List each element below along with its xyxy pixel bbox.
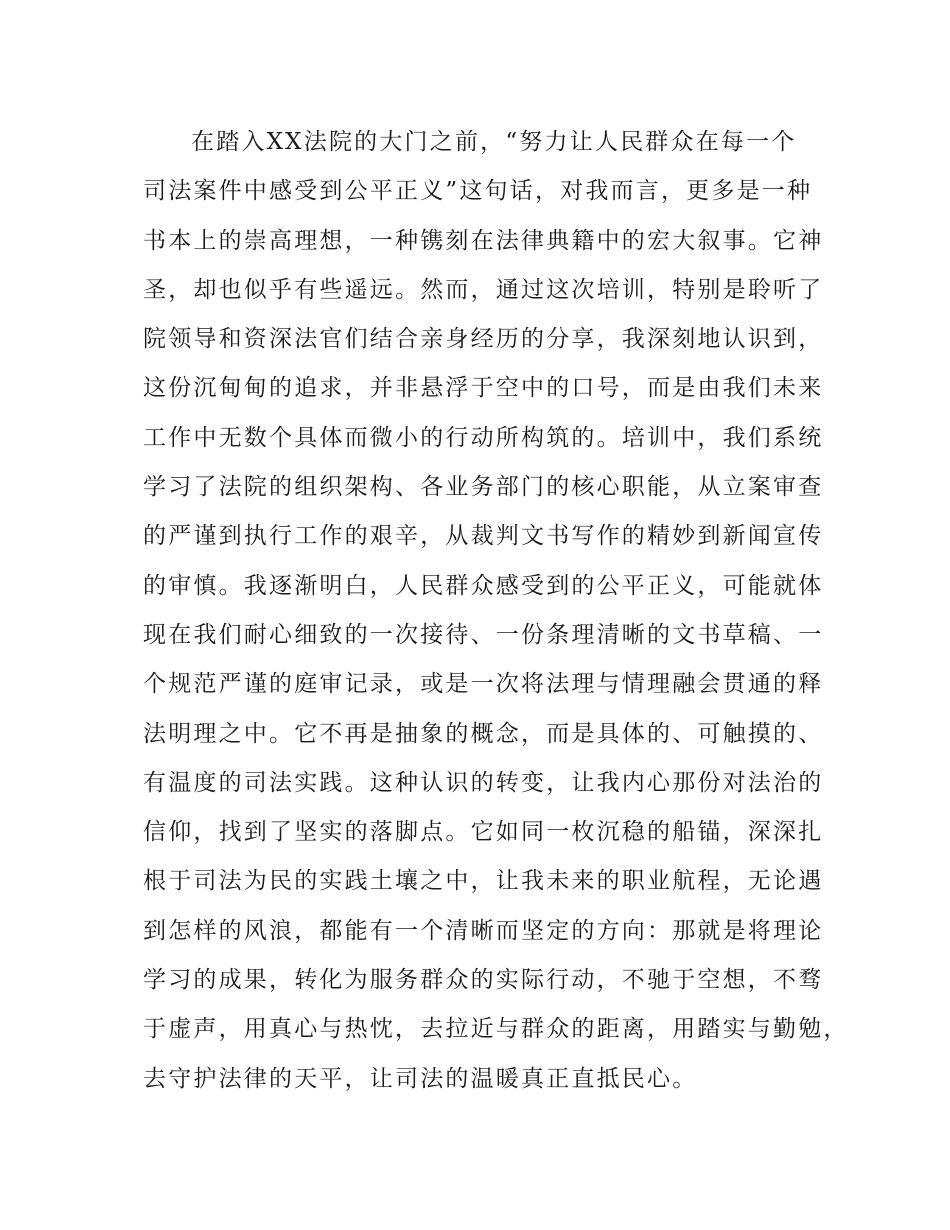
body-paragraph xyxy=(143,118,849,1104)
paragraph-line: 的审慎。我逐渐明白，人民群众感受到的公平正义，可能就体 xyxy=(143,572,824,599)
paragraph-line: 有温度的司法实践。这种认识的转变，让我内心那份对法治的 xyxy=(143,769,824,796)
paragraph-line: 法明理之中。它不再是抽象的概念，而是具体的、可触摸的、 xyxy=(143,720,824,747)
paragraph-line: 书本上的崇高理想，一种镌刻在法律典籍中的宏大叙事。它神 xyxy=(143,227,824,254)
paragraph-line: 学习了法院的组织架构、各业务部门的核心职能，从立案审查 xyxy=(143,474,824,501)
paragraph-line: 于虚声，用真心与热忱，去拉近与群众的距离，用踏实与勤勉， xyxy=(143,1016,849,1043)
paragraph-line: 这份沉甸甸的追求，并非悬浮于空中的口号，而是由我们未来 xyxy=(143,375,824,402)
paragraph-line: 去守护法律的天平，让司法的温暖真正直抵民心。 xyxy=(143,1065,698,1092)
paragraph-line: 司法案件中感受到公平正义”这句话，对我而言，更多是一种 xyxy=(143,178,813,205)
paragraph-line: 个规范严谨的庭审记录，或是一次将法理与情理融会贯通的释 xyxy=(143,671,824,698)
paragraph-line: 院领导和资深法官们结合亲身经历的分享，我深刻地认识到， xyxy=(143,326,824,353)
paragraph-line: 到怎样的风浪，都能有一个清晰而坚定的方向：那就是将理论 xyxy=(143,917,824,944)
paragraph-line: 在踏入XX法院的大门之前，“努力让人民群众在每一个 xyxy=(191,129,797,155)
paragraph-line: 根于司法为民的实践土壤之中，让我未来的职业航程，无论遇 xyxy=(143,868,824,895)
paragraph-line: 现在我们耐心细致的一次接待、一份条理清晰的文书草稿、一 xyxy=(143,621,824,648)
paragraph-line: 工作中无数个具体而微小的行动所构筑的。培训中，我们系统 xyxy=(143,424,824,451)
paragraph-line: 学习的成果，转化为服务群众的实际行动，不驰于空想，不骛 xyxy=(143,967,824,994)
paragraph-line: 的严谨到执行工作的艰辛，从裁判文书写作的精妙到新闻宣传 xyxy=(143,523,824,550)
paragraph-line: 信仰，找到了坚实的落脚点。它如同一枚沉稳的船锚，深深扎 xyxy=(143,819,824,846)
paragraph-line: 圣，却也似乎有些遥远。然而，通过这次培训，特别是聆听了 xyxy=(143,276,824,303)
